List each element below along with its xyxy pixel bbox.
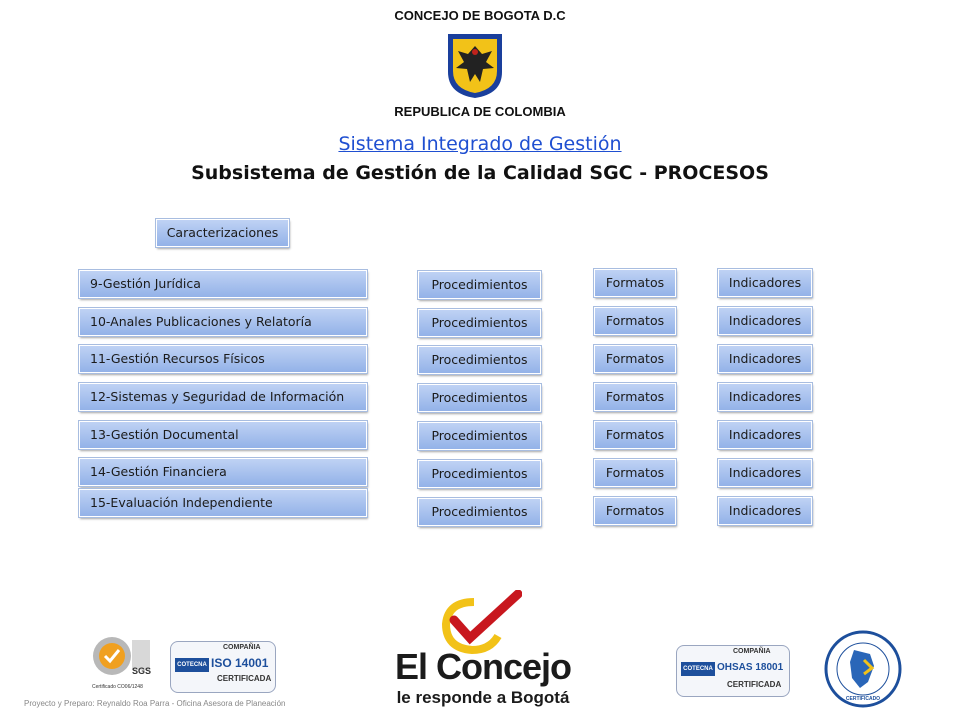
sgs-sub-label: Certificado CO06/1248 [92,684,143,690]
process-14-button[interactable]: 14-Gestión Financiera [79,458,367,486]
page-subtitle: Subsistema de Gestión de la Calidad SGC - PROCESOS [191,162,769,184]
formatos-13-button[interactable]: Formatos [594,421,676,449]
iso-company-label: COMPAÑIA [223,644,261,651]
process-12-button[interactable]: 12-Sistemas y Seguridad de Información [79,383,367,411]
ohsas-status-label: CERTIFICADA [727,680,782,689]
indicadores-15-button[interactable]: Indicadores [718,497,812,525]
sig-title-anchor[interactable]: Sistema Integrado de Gestión [338,133,622,155]
sgs-certification-logo [88,630,154,694]
indicadores-14-button[interactable]: Indicadores [718,459,812,487]
prepared-by-note: Proyecto y Preparo: Reynaldo Roa Parra - Oficina Asesora de Planeación [24,699,286,708]
caracterizaciones-button[interactable]: Caracterizaciones [156,219,289,247]
formatos-9-button[interactable]: Formatos [594,269,676,297]
process-11-button[interactable]: 11-Gestión Recursos Físicos [79,345,367,373]
sig-title-link[interactable] [0,133,960,156]
formatos-11-button[interactable]: Formatos [594,345,676,373]
process-9-button[interactable]: 9-Gestión Jurídica [79,270,367,298]
indicadores-13-button[interactable]: Indicadores [718,421,812,449]
ohsas-18001-logo [676,645,790,697]
procedimientos-14-button[interactable]: Procedimientos [418,460,541,488]
ntcgp-certification-seal [824,630,902,708]
indicadores-12-button[interactable]: Indicadores [718,383,812,411]
procedimientos-13-button[interactable]: Procedimientos [418,422,541,450]
process-10-button[interactable]: 10-Anales Publicaciones y Relatoría [79,308,367,336]
el-concejo-slogan: le responde a Bogotá [396,688,570,707]
formatos-15-button[interactable]: Formatos [594,497,676,525]
sgs-label: SGS [132,666,152,676]
iso-status-label: CERTIFICADA [217,674,272,683]
procedimientos-11-button[interactable]: Procedimientos [418,346,541,374]
indicadores-10-button[interactable]: Indicadores [718,307,812,335]
indicadores-11-button[interactable]: Indicadores [718,345,812,373]
ohsas-company-label: COMPAÑIA [733,648,771,655]
procedimientos-10-button[interactable]: Procedimientos [418,309,541,337]
iso-14001-label: ISO 14001 [211,656,269,670]
iso-14001-logo [170,641,276,693]
ohsas-18001-label: OHSAS 18001 [717,662,784,673]
round-seal-label: CERTIFICADO [845,696,881,702]
procedimientos-12-button[interactable]: Procedimientos [418,384,541,412]
formatos-14-button[interactable]: Formatos [594,459,676,487]
procedimientos-15-button[interactable]: Procedimientos [418,498,541,526]
country-name: REPUBLICA DE COLOMBIA [394,104,566,119]
formatos-10-button[interactable]: Formatos [594,307,676,335]
iso-cotecna-badge: COTECNA [175,658,209,672]
indicadores-9-button[interactable]: Indicadores [718,269,812,297]
el-concejo-checkmark-icon [440,590,522,654]
process-13-button[interactable]: 13-Gestión Documental [79,421,367,449]
formatos-12-button[interactable]: Formatos [594,383,676,411]
procedimientos-9-button[interactable]: Procedimientos [418,271,541,299]
process-15-button[interactable]: 15-Evaluación Independiente [79,489,367,517]
bogota-coat-of-arms-icon [446,32,504,100]
org-name: CONCEJO DE BOGOTA D.C [394,8,566,23]
el-concejo-title: El Concejo [394,646,572,687]
ohsas-cotecna-badge: COTECNA [681,662,715,676]
